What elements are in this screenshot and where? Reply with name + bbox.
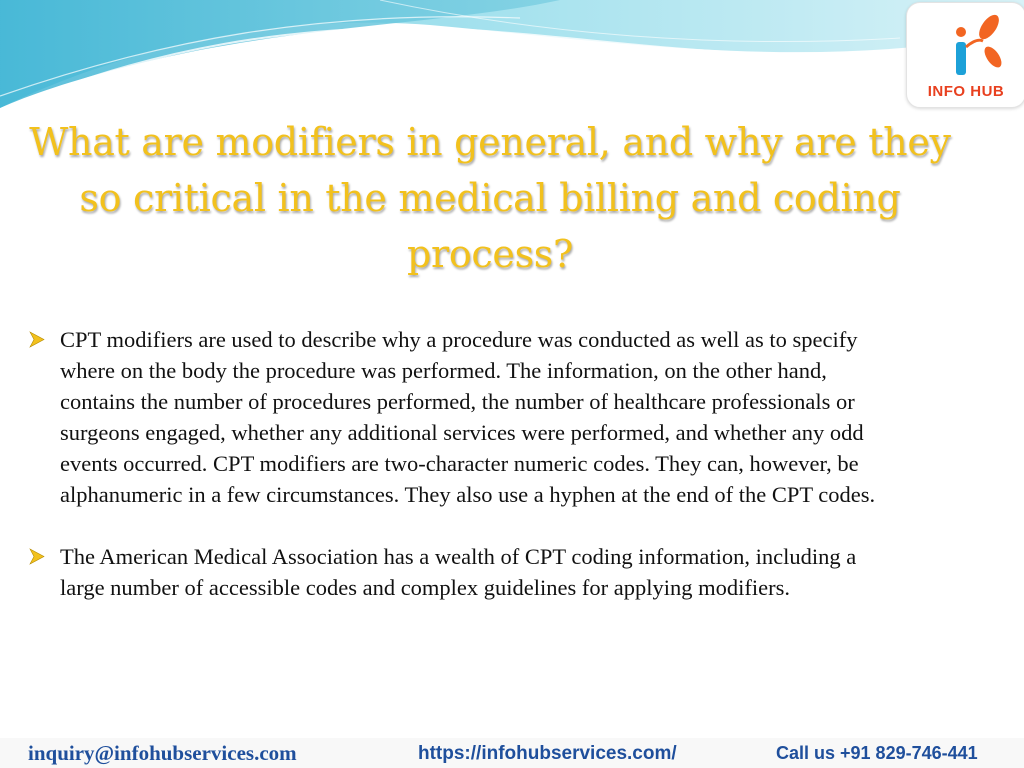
arrow-bullet-icon	[28, 548, 45, 565]
slide-title: What are modifiers in general, and why are they so critical in the medical billing and coding process?	[29, 120, 951, 276]
arrow-bullet-icon	[28, 331, 45, 348]
footer-email-link[interactable]: inquiry@infohubservices.com	[28, 741, 297, 765]
bullet-text: The American Medical Association has a wealth of CPT coding information, including a large number of accessible codes and complex guidelines for applying modifiers.	[60, 544, 857, 600]
info-hub-logo[interactable]	[906, 2, 1024, 108]
bullet-list	[26, 324, 906, 634]
bullet-item	[26, 541, 906, 603]
header-wave-decoration	[0, 0, 1024, 130]
footer-website-link[interactable]: https://infohubservices.com/	[418, 743, 677, 764]
logo-text: INFO HUB	[927, 83, 1005, 100]
bullet-item	[26, 324, 906, 510]
info-hub-logo-icon	[949, 9, 1009, 79]
footer-bar	[0, 738, 1024, 768]
footer-phone[interactable]: Call us +91 829-746-441	[776, 743, 978, 763]
bullet-text: CPT modifiers are used to describe why a procedure was conducted as well as to specify where on the body the procedure was performed. The information, on the other hand, contains the number of procedures performed, the number of healthcare professionals or surgeons engaged, whether any additional services were performed, and whether any odd events occurred. CPT modifiers are two-character numeric codes. They can, however, be alphanumeric in a few circumstances. They also use a hyphen at the end of the CPT codes.	[60, 327, 876, 507]
